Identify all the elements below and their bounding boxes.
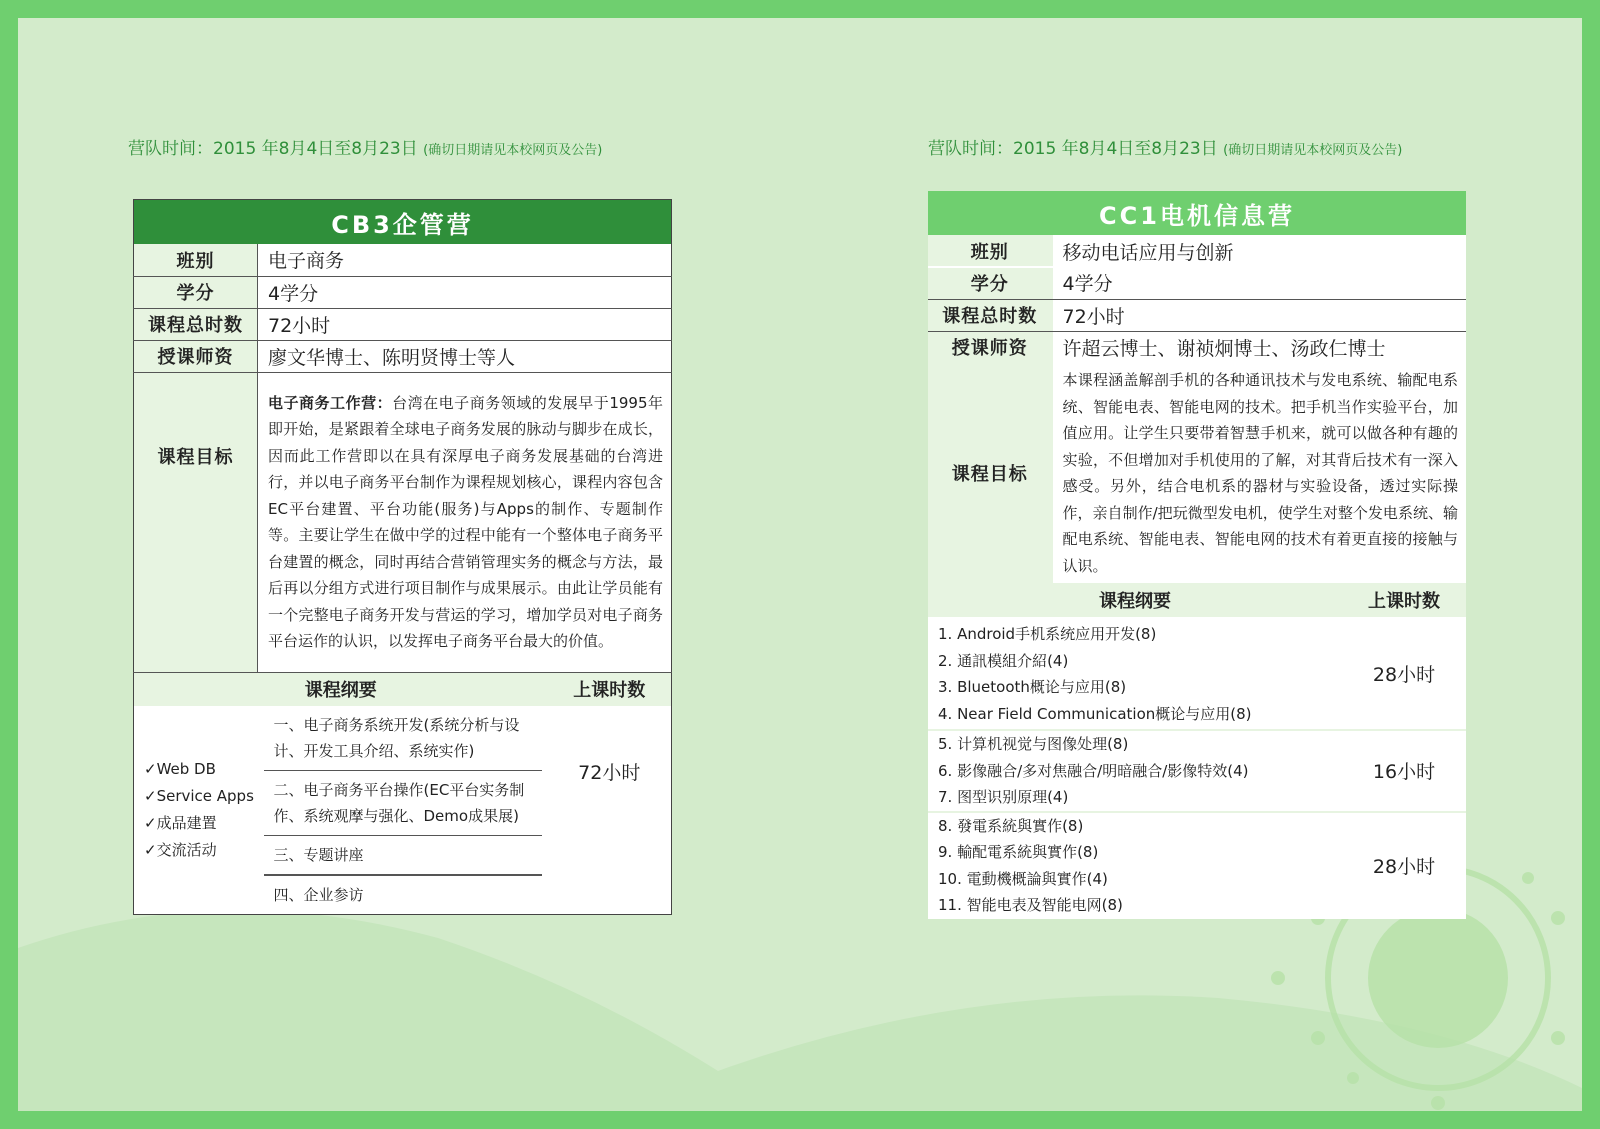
outline-item: 四、企业参访 [273, 886, 364, 904]
left-check-list [134, 706, 258, 915]
right-objective-text: 本课程涵盖解剖手机的各种通讯技术与发电系统、输配电系统、智能电表、智能电网的技术。把手机当作实验平台，加值应用。让学生只要带着智慧手机来，就可以做各种有趣的实验，不但增加对手机使用的了解，对其背后技术有一深入感受。另外，结合电机系的器材与实验设备，透过实际操作，亲自制作/把玩微型发电机，使学生对整个发电系统、输配电系统、智能电表、智能电网的技术有着更直接的接触与认识。 [1062, 371, 1458, 575]
right-date-note: (确切日期请见本校网页及公告) [1223, 143, 1403, 158]
right-hours-label: 课程总时数 [928, 299, 1052, 331]
outline-item: 5. 计算机视觉与图像处理(8) [938, 735, 1129, 753]
outline-item: 三、专题讲座 [264, 836, 542, 876]
check-item: ✓交流活动 [144, 841, 217, 859]
check-item: ✓Web DB [144, 760, 216, 778]
outline-item: 7. 图型识别原理(4) [938, 788, 1069, 806]
right-outline-group-2 [928, 730, 1342, 812]
outline-item: 10. 電動機概論與實作(4) [938, 869, 1108, 888]
left-teacher-label: 授课师资 [134, 340, 258, 372]
right-teacher-label: 授课师资 [928, 331, 1052, 363]
left-class-value: 电子商务 [258, 244, 672, 276]
outline-item: 2. 通訊模組介紹(4) [938, 651, 1069, 670]
outline-item: 8. 發電系統與實作(8) [938, 816, 1084, 835]
left-date-text: 营队时间：2015 年8月4日至8月23日 [128, 139, 418, 159]
left-hours-label: 课程总时数 [134, 308, 258, 340]
outline-item: 6. 影像融合/多对焦融合/明暗融合/影像特效(4) [938, 761, 1249, 780]
left-hours-header: 上课时数 [548, 672, 672, 706]
right-teacher-value: 许超云博士、谢祯炯博士、汤政仁博士 [1062, 337, 1386, 360]
right-group-2-hours: 16小时 [1342, 730, 1466, 812]
right-hours-header: 上课时数 [1342, 583, 1466, 617]
right-camp-date [928, 134, 1402, 159]
right-credit-label: 学分 [928, 267, 1052, 299]
right-group-3-hours: 28小时 [1372, 856, 1436, 878]
outline-item: 11. 智能电表及智能电网(8) [938, 896, 1123, 914]
left-objective-text [258, 372, 672, 672]
left-credit-value: 4学分 [258, 276, 672, 308]
left-hours-value: 72小时 [258, 308, 672, 340]
left-outline-hours: 72小时 [578, 762, 641, 784]
right-group-1-hours: 28小时 [1342, 617, 1466, 730]
left-class-label: 班别 [134, 244, 258, 276]
outline-item: 3. Bluetooth概论与应用(8) [938, 678, 1127, 696]
left-outline-list [258, 706, 548, 915]
check-item: ✓成品建置 [144, 814, 217, 832]
right-outline-header: 课程纲要 [928, 583, 1342, 617]
left-credit-label: 学分 [134, 276, 258, 308]
left-course-table [133, 199, 672, 915]
right-course-table [928, 191, 1466, 919]
check-item: ✓Service Apps [144, 787, 254, 805]
left-outline-header: 课程纲要 [134, 672, 548, 706]
right-class-value: 移动电话应用与创新 [1062, 241, 1234, 264]
right-outline-group-3 [928, 812, 1342, 919]
left-camp-date [128, 134, 602, 159]
left-date-note: (确切日期请见本校网页及公告) [423, 143, 603, 158]
outline-item: 二、电子商务平台操作(EC平台实务制作、系统观摩与强化、Demo成果展) [264, 771, 542, 836]
outline-item: 4. Near Field Communication概论与应用(8) [938, 704, 1252, 723]
right-camp-title: CC1电机信息营 [928, 191, 1466, 235]
left-objective-lead: 电子商务工作营： [268, 393, 393, 412]
right-objective-label: 课程目标 [928, 363, 1052, 583]
right-credit-value: 4学分 [1052, 267, 1466, 299]
left-teacher-value: 廖文华博士、陈明贤博士等人 [258, 340, 672, 372]
left-objective-body: 台湾在电子商务领域的发展早于1995年即开始，是紧跟着全球电子商务发展的脉动与脚步在成长，因而此工作营即以在具有深厚电子商务发展基础的台湾进行，并以电子商务平台制作为课程规划核心，课程内容包含EC平台建置、平台功能(服务)与Apps的制作、专题制作等。主要让学生在做中学的过程中能有一个整体电子商务平台建置的概念，同时再结合营销管理实务的概念与方法，最后再以分组方式进行项目制作与成果展示。由此让学员能有一个完整电子商务开发与营运的学习，增加学员对电子商务平台运作的认识，以发挥电子商务平台最大的价值。 [268, 393, 664, 650]
right-outline-group-1 [928, 617, 1342, 730]
right-hours-value: 72小时 [1052, 299, 1466, 331]
outline-item: 9. 輸配電系統與實作(8) [938, 843, 1099, 861]
outline-item: 1. Android手机系统应用开发(8) [938, 625, 1157, 643]
left-camp-title: CB3企管营 [134, 200, 672, 245]
left-objective-label: 课程目标 [134, 372, 258, 672]
right-class-label: 班别 [928, 235, 1052, 267]
outline-item: 一、电子商务系统开发(系统分析与设计、开发工具介绍、系统实作) [264, 706, 542, 771]
right-date-text: 营队时间：2015 年8月4日至8月23日 [928, 139, 1218, 159]
